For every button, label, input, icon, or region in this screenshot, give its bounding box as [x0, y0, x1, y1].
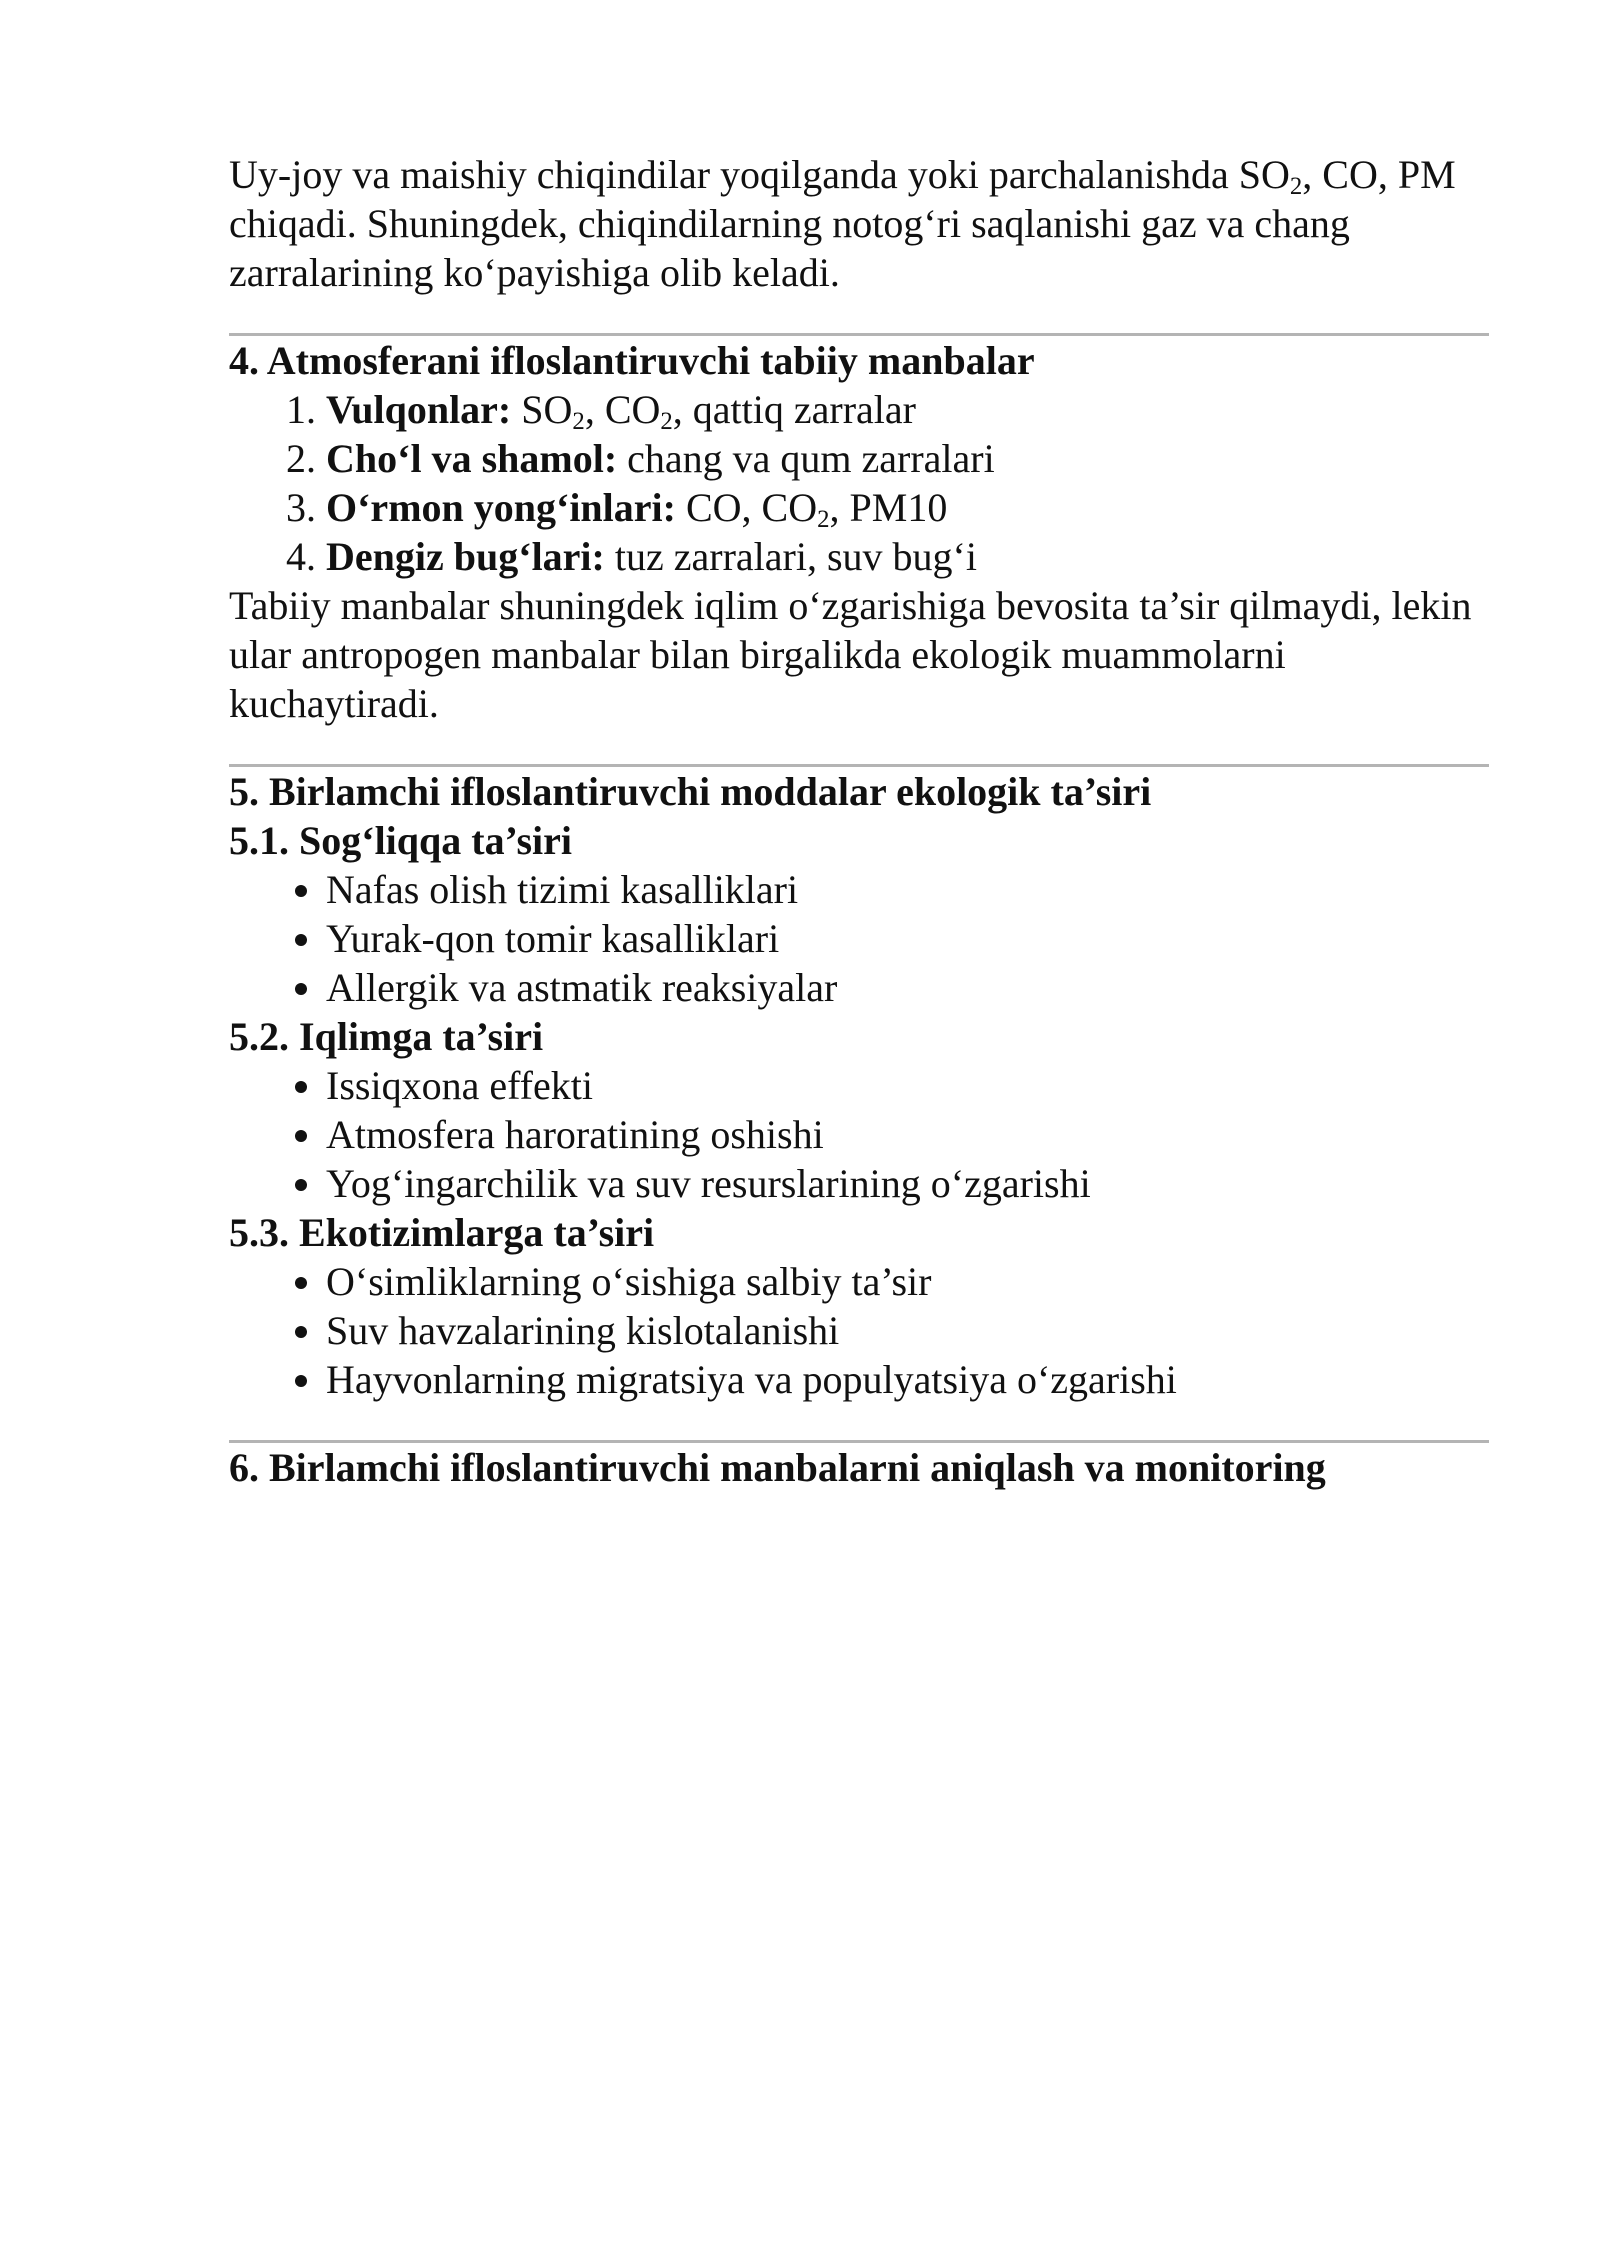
list-item: • Allergik va astmatik reaksiyalar	[326, 963, 1489, 1012]
list-item-text: tuz zarralari, suv bug‘i	[604, 534, 977, 579]
subsection-5-2-heading: 5.2. Iqlimga ta’siri	[229, 1014, 544, 1059]
climate-effects-list	[229, 1061, 1489, 1208]
subsection-5-3-heading: 5.3. Ekotizimlarga ta’siri	[229, 1210, 655, 1255]
list-item-text: , CO	[584, 387, 661, 432]
intro-text-2: , CO, PM chiqadi. Shuningdek, chiqindilarning notog‘ri saqlanishi gaz va chang zarralarining ko‘payishiga olib keladi.	[229, 152, 1456, 295]
list-item: • O‘simliklarning o‘sishiga salbiy ta’sir	[326, 1257, 1489, 1306]
list-item: • Atmosfera haroratining oshishi	[326, 1110, 1489, 1159]
list-item	[326, 483, 1489, 532]
list-item-subscript: 2	[817, 506, 830, 534]
list-item	[326, 385, 1489, 434]
list-item: • Issiqxona effekti	[326, 1061, 1489, 1110]
list-item-subscript: 2	[572, 408, 585, 436]
section-4-heading: 4. Atmosferani ifloslantiruvchi tabiiy manbalar	[229, 338, 1035, 383]
list-item	[326, 434, 1489, 483]
document-page	[229, 150, 1489, 1492]
list-item-text: , PM10	[829, 485, 948, 530]
list-item: • Yog‘ingarchilik va suv resurslarining o‘zgarishi	[326, 1159, 1489, 1208]
list-item-text: , qattiq zarralar	[672, 387, 916, 432]
list-item	[326, 532, 1489, 581]
subsection-5-1-heading: 5.1. Sog‘liqqa ta’siri	[229, 818, 572, 863]
section-6-heading: 6. Birlamchi ifloslantiruvchi manbalarni aniqlash va monitoring	[229, 1445, 1326, 1490]
section-4-paragraph: Tabiiy manbalar shuningdek iqlim o‘zgarishiga bevosita ta’sir qilmaydi, lekin ular antropogen manbalar bilan birgalikda ekologik muammolarni kuchaytiradi.	[229, 583, 1472, 726]
list-item-term: Cho‘l va shamol:	[326, 436, 618, 481]
list-item-text: SO	[511, 387, 573, 432]
ecosystem-effects-list	[229, 1257, 1489, 1404]
list-item-subscript: 2	[660, 408, 673, 436]
list-item-term: Dengiz bug‘lari:	[326, 534, 605, 579]
list-item: • Hayvonlarning migratsiya va populyatsiya o‘zgarishi	[326, 1355, 1489, 1404]
health-effects-list	[229, 865, 1489, 1012]
list-item: • Suv havzalarining kislotalanishi	[326, 1306, 1489, 1355]
section-5-heading: 5. Birlamchi ifloslantiruvchi moddalar ekologik ta’siri	[229, 769, 1152, 814]
intro-paragraph	[229, 150, 1489, 297]
list-item-text: CO, CO	[675, 485, 818, 530]
list-item: • Nafas olish tizimi kasalliklari	[326, 865, 1489, 914]
list-item-term: Vulqonlar:	[326, 387, 512, 432]
natural-sources-list	[229, 385, 1489, 581]
intro-subscript: 2	[1289, 173, 1303, 201]
list-item-text: chang va qum zarralari	[617, 436, 995, 481]
intro-text-1: Uy-joy va maishiy chiqindilar yoqilganda yoki parchalanishda SO	[229, 152, 1290, 197]
list-item-term: O‘rmon yong‘inlari:	[326, 485, 676, 530]
list-item: • Yurak-qon tomir kasalliklari	[326, 914, 1489, 963]
